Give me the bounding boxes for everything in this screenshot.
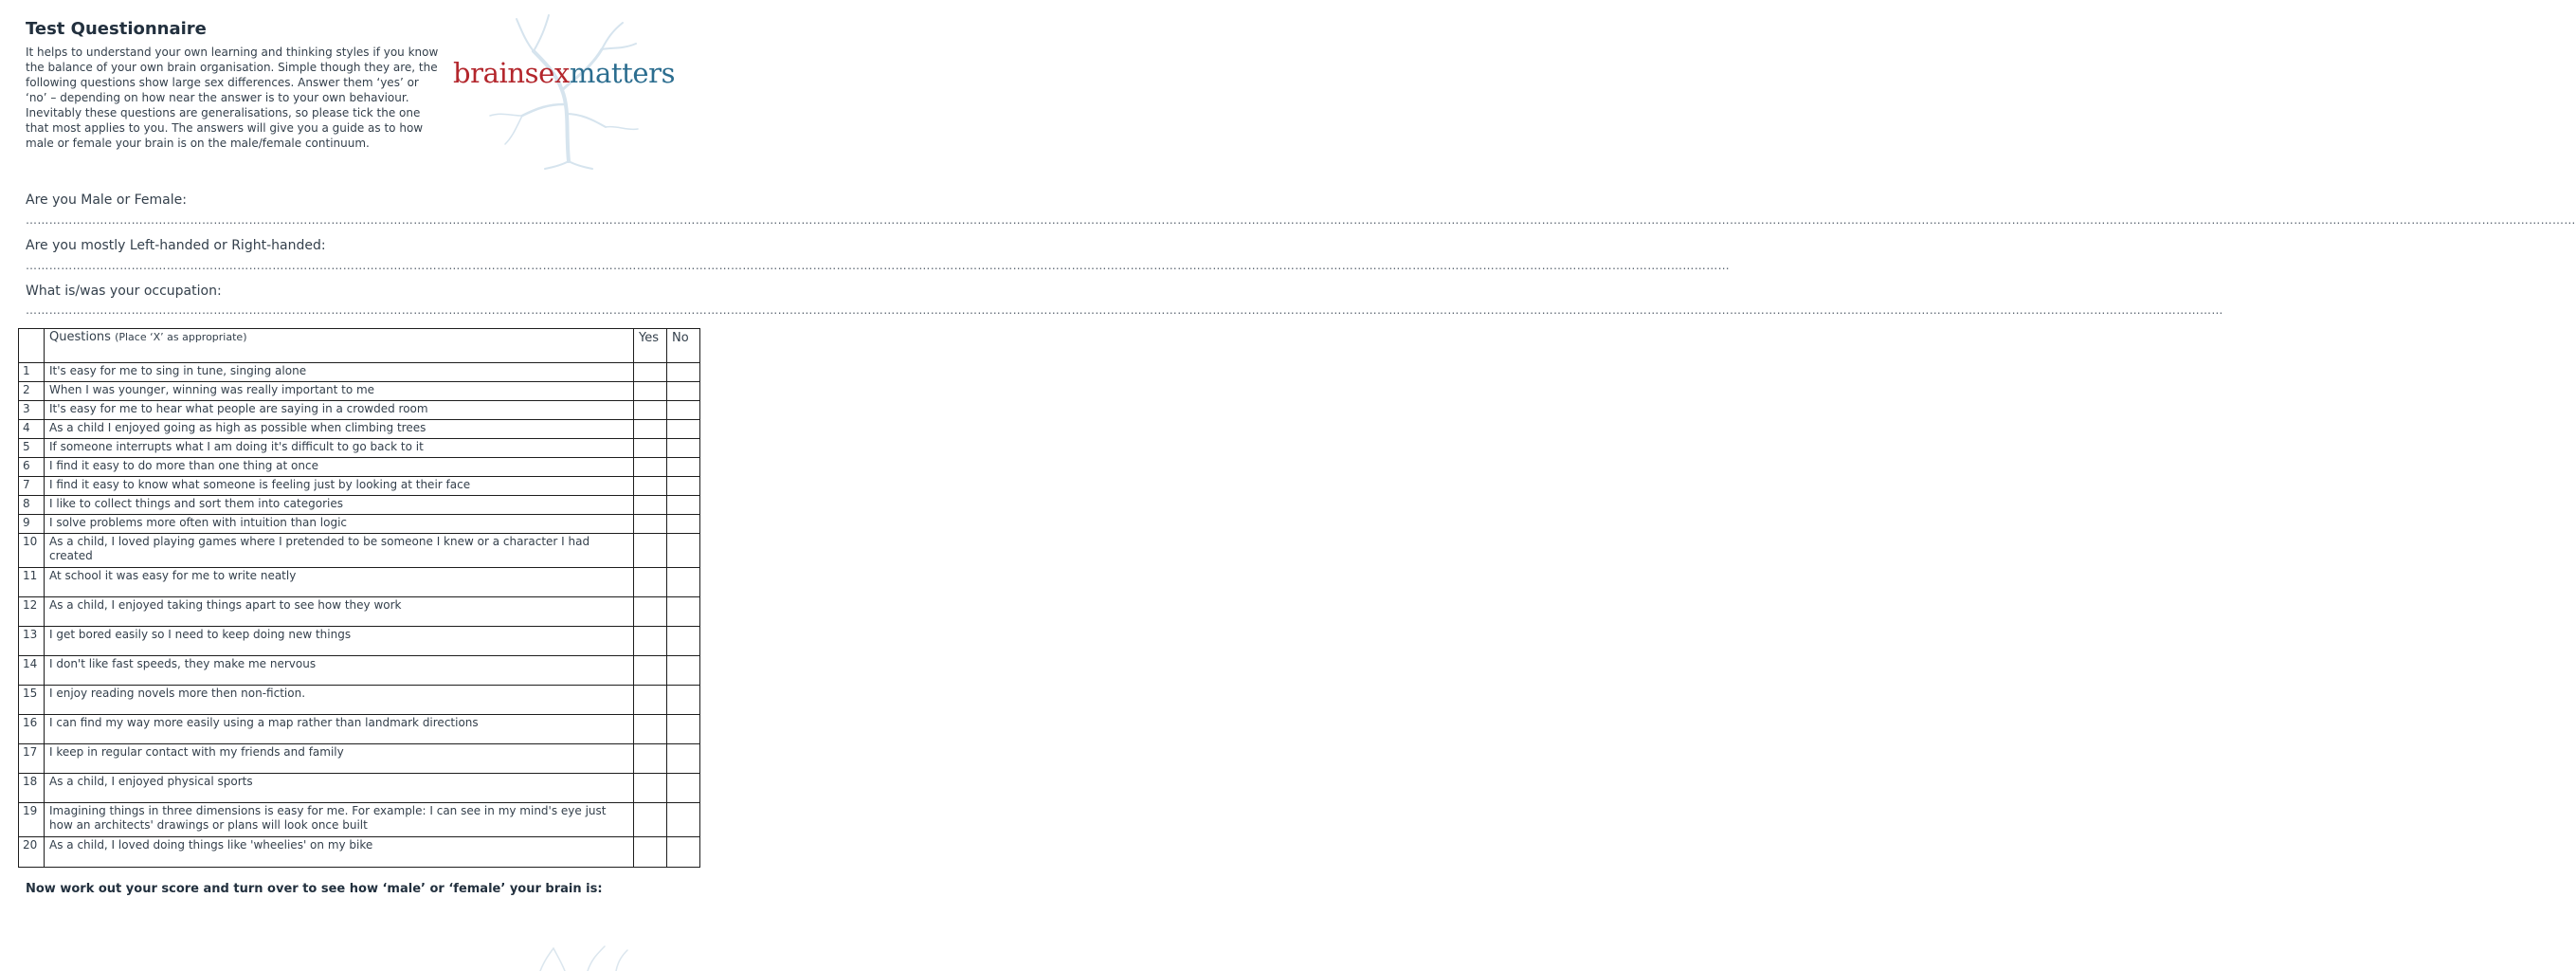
question-text: As a child, I loved playing games where I pretended to be someone I knew or a character I had created (45, 534, 634, 568)
question-text: I enjoy reading novels more then non-fiction. (45, 686, 634, 715)
question-text: As a child, I loved doing things like 'wheelies' on my bike (45, 837, 634, 868)
question-number: 12 (19, 597, 45, 627)
question-text: I find it easy to do more than one thing at once (45, 458, 634, 477)
question-text: When I was younger, winning was really important to me (45, 382, 634, 401)
answer-no-cell[interactable] (667, 458, 700, 477)
footer-instruction: Now work out your score and turn over to see how ‘male’ or ‘female’ your brain is: (26, 882, 603, 896)
question-number: 17 (19, 744, 45, 774)
answer-no-cell[interactable] (667, 439, 700, 458)
table-row (19, 837, 700, 868)
question-number: 13 (19, 627, 45, 656)
header-note: (Place ‘X’ as appropriate) (115, 331, 247, 343)
question-number: 16 (19, 715, 45, 744)
answer-yes-cell[interactable] (634, 496, 667, 515)
answer-no-cell[interactable] (667, 597, 700, 627)
table-row (19, 627, 700, 656)
header-yes: Yes (634, 329, 667, 363)
question-text: I like to collect things and sort them into categories (45, 496, 634, 515)
answer-no-cell[interactable] (667, 774, 700, 803)
table-row (19, 803, 700, 837)
question-number: 8 (19, 496, 45, 515)
gender-label: Are you Male or Female: (26, 192, 187, 208)
header-no: No (667, 329, 700, 363)
answer-no-cell[interactable] (667, 401, 700, 420)
answer-yes-cell[interactable] (634, 837, 667, 868)
answer-yes-cell[interactable] (634, 401, 667, 420)
answer-no-cell[interactable] (667, 627, 700, 656)
answer-yes-cell[interactable] (634, 458, 667, 477)
brainsexmatters-logo (450, 9, 706, 171)
answer-yes-cell[interactable] (634, 686, 667, 715)
header-number-cell (19, 329, 45, 363)
answer-yes-cell[interactable] (634, 477, 667, 496)
table-row (19, 534, 700, 568)
answer-no-cell[interactable] (667, 568, 700, 597)
header-questions: Questions (Place ‘X’ as appropriate) (45, 329, 634, 363)
answer-no-cell[interactable] (667, 656, 700, 686)
answer-yes-cell[interactable] (634, 568, 667, 597)
question-text: I can find my way more easily using a map rather than landmark directions (45, 715, 634, 744)
table-row (19, 656, 700, 686)
table-row (19, 477, 700, 496)
question-number: 19 (19, 803, 45, 837)
question-text: I get bored easily so I need to keep doing new things (45, 627, 634, 656)
table-row (19, 568, 700, 597)
question-number: 18 (19, 774, 45, 803)
question-number: 3 (19, 401, 45, 420)
occupation-answer-line[interactable]: ………………………………………………………………………………………………………………………………………………………………………………………………………………………………………………………………………………………………………………………………………………………………………………………………………………………………………………………………………………………………………………… (26, 303, 2223, 317)
answer-yes-cell[interactable] (634, 597, 667, 627)
question-number: 15 (19, 686, 45, 715)
answer-yes-cell[interactable] (634, 363, 667, 382)
page-title: Test Questionnaire (26, 19, 207, 39)
question-text: I don't like fast speeds, they make me nervous (45, 656, 634, 686)
question-number: 10 (19, 534, 45, 568)
handedness-label: Are you mostly Left-handed or Right-handed: (26, 238, 326, 253)
question-text: As a child, I enjoyed physical sports (45, 774, 634, 803)
table-row (19, 715, 700, 744)
question-number: 9 (19, 515, 45, 534)
table-row (19, 515, 700, 534)
table-row (19, 774, 700, 803)
answer-yes-cell[interactable] (634, 420, 667, 439)
answer-no-cell[interactable] (667, 837, 700, 868)
answer-yes-cell[interactable] (634, 515, 667, 534)
table-row (19, 382, 700, 401)
question-text: Imagining things in three dimensions is easy for me. For example: I can see in my mind's eye just how an architects' drawings or plans will look once built (45, 803, 634, 837)
question-number: 14 (19, 656, 45, 686)
handedness-answer-line[interactable]: ………………………………………………………………………………………………………………………………………………………………………………………………………………………………………………………………………………………………………………………………………………………………………………………………… (26, 259, 1730, 272)
question-text: At school it was easy for me to write neatly (45, 568, 634, 597)
table-header-row (19, 329, 700, 363)
answer-yes-cell[interactable] (634, 803, 667, 837)
question-text: I find it easy to know what someone is feeling just by looking at their face (45, 477, 634, 496)
question-number: 6 (19, 458, 45, 477)
table-row (19, 597, 700, 627)
logo-wordmark: brainsexmatters (453, 57, 676, 89)
answer-no-cell[interactable] (667, 420, 700, 439)
table-row (19, 458, 700, 477)
table-row (19, 496, 700, 515)
answer-no-cell[interactable] (667, 744, 700, 774)
answer-no-cell[interactable] (667, 534, 700, 568)
questions-table (18, 328, 700, 868)
answer-yes-cell[interactable] (634, 534, 667, 568)
table-row (19, 439, 700, 458)
table-row (19, 686, 700, 715)
question-text: I keep in regular contact with my friends and family (45, 744, 634, 774)
table-row (19, 363, 700, 382)
gender-answer-line[interactable]: ………………………………………………………………………………………………………………………………………………………………………………………………………………………………………………………………………………………………………………………………………………………………………………………………………………………………………………………………………………………………………………………………………………………………………………………………… (26, 213, 2576, 227)
neuron-decoration-icon (474, 939, 663, 971)
answer-no-cell[interactable] (667, 496, 700, 515)
question-number: 11 (19, 568, 45, 597)
table-row (19, 744, 700, 774)
answer-yes-cell[interactable] (634, 627, 667, 656)
answer-no-cell[interactable] (667, 686, 700, 715)
question-text: If someone interrupts what I am doing it's difficult to go back to it (45, 439, 634, 458)
answer-yes-cell[interactable] (634, 744, 667, 774)
answer-no-cell[interactable] (667, 515, 700, 534)
question-number: 20 (19, 837, 45, 868)
question-number: 2 (19, 382, 45, 401)
neuron-icon (450, 9, 706, 171)
answer-yes-cell[interactable] (634, 382, 667, 401)
intro-paragraph: It helps to understand your own learning and thinking styles if you know the balance of your own brain organisation. Simple though they are, the following questions show large sex differences. Answer them ‘yes’ or ‘no’ – depending on how near the answer is to your own behaviour. Inevitably these questions are generalisations, so please tick the one that most applies to you. The answers will give you a guide as to how male or female your brain is on the male/female continuum. (26, 46, 439, 150)
question-number: 7 (19, 477, 45, 496)
question-text: I solve problems more often with intuition than logic (45, 515, 634, 534)
table-row (19, 420, 700, 439)
question-number: 4 (19, 420, 45, 439)
answer-yes-cell[interactable] (634, 439, 667, 458)
answer-no-cell[interactable] (667, 477, 700, 496)
table-row (19, 401, 700, 420)
occupation-label: What is/was your occupation: (26, 284, 222, 299)
answer-yes-cell[interactable] (634, 715, 667, 744)
answer-no-cell[interactable] (667, 803, 700, 837)
question-text: It's easy for me to hear what people are saying in a crowded room (45, 401, 634, 420)
answer-no-cell[interactable] (667, 715, 700, 744)
question-text: As a child, I enjoyed taking things apart to see how they work (45, 597, 634, 627)
question-text: As a child I enjoyed going as high as possible when climbing trees (45, 420, 634, 439)
answer-yes-cell[interactable] (634, 774, 667, 803)
question-number: 1 (19, 363, 45, 382)
answer-no-cell[interactable] (667, 363, 700, 382)
answer-no-cell[interactable] (667, 382, 700, 401)
question-text: It's easy for me to sing in tune, singing alone (45, 363, 634, 382)
question-number: 5 (19, 439, 45, 458)
answer-yes-cell[interactable] (634, 656, 667, 686)
